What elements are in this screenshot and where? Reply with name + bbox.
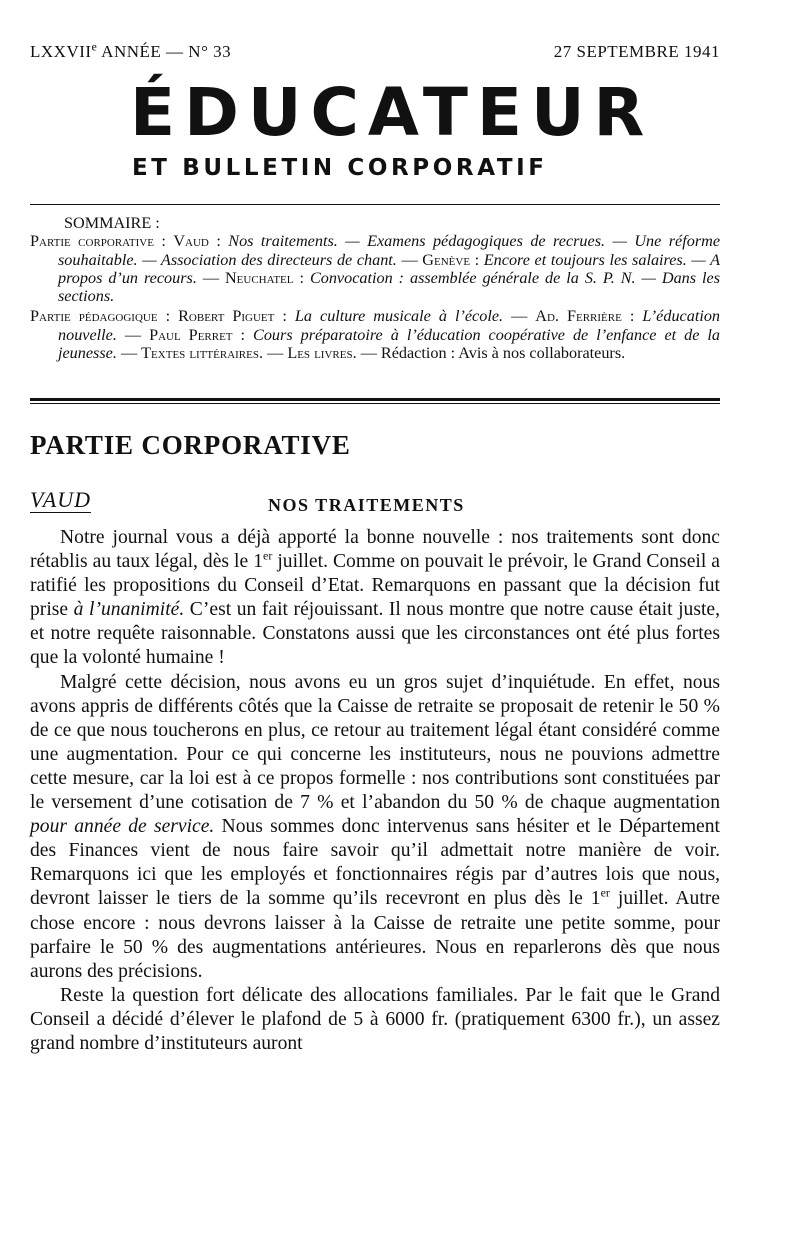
divider-thin <box>30 403 720 404</box>
paragraph: Notre journal vous a déjà apporté la bonne nouvelle : nos traitements sont donc rétablis au taux légal, dès le 1er juillet. Comme on pouvait le prévoir, le Grand Conseil a ratifié les propositions du Conseil d’Etat. Remarquons en passant que la décision fut prise à l’unanimité. C’est un fait réjouissant. Il nous montre que notre cause était juste, et notre requête raisonnable. Constatons aussi que les circonstances ont été plus fortes que la volonté humaine ! <box>30 527 720 669</box>
toc-entry-corporative: Partie corporative : Vaud : Nos traitements. — Examens pédagogiques de recrues. — Une réforme souhaitable. — Association des directeurs de chant. — Genève : Encore et toujours les salaires. — A propos d’un recours. — Neuchatel : Convocation : assemblée générale de la S. P. N. — Dans les sections. <box>30 232 721 306</box>
section-title: PARTIE CORPORATIVE <box>30 430 351 460</box>
paragraph: Reste la question fort délicate des allocations familiales. Par le fait que le Grand Conseil a décidé d’élever le plafond de 5 à 6000 fr. (pratiquement 6300 fr.), un assez grand nombre d’instituteurs auront <box>30 984 720 1054</box>
toc-entry-pedagogique: Partie pédagogique : Robert Piguet : La culture musicale à l’école. — Ad. Ferrière : L’éducation nouvelle. — Paul Perret : Cours préparatoire à l’éducation coopérative de l’enfance et de la jeunesse. — Textes littéraires. — Les livres. — Rédaction : Avis à nos collaborateurs. <box>30 307 721 363</box>
paragraph: Malgré cette décision, nous avons eu un gros sujet d’inquiétude. En effet, nous avons appris de différents côtés que la Caisse de retraite se proposait de retenir le 50 % de ce que nous toucherons en plus, ce retour au traitement légal étant considéré comme une augmentation. Pour ce qui concerne les instituteurs, nous ne pouvions admettre cette mesure, car la loi est à ce propos formelle : nos contributions sont constituées par le versement d’une cotisation de 7 % et l’abandon du 50 % de chaque augmentation pour année de service. Nous sommes donc intervenus sans hésiter et le Département des Finances vient de nous faire savoir qu’il admettait notre manière de voir. Remarquons ici que les employés et fonctionnaires régis par d’autres lois que nous, devront laisser le tiers de la somme qu’ils recevront en plus dès le 1er juillet. Autre chose encore : nous devrons laisser à la Caisse de retraite une petite somme, pour parfaire le 50 % des augmentations antérieures. Nous en reparlerons dès que nous aurons des précisions. <box>30 671 720 982</box>
article-title: NOS TRAITEMENTS <box>268 495 465 515</box>
journal-subtitle: ET BULLETIN CORPORATIF <box>132 155 548 181</box>
issue-number: LXXVIIe ANNÉE — N° 33 <box>30 39 232 61</box>
table-of-contents <box>30 214 720 362</box>
journal-title: ÉDUCATEUR <box>130 74 654 151</box>
region-heading: VAUD <box>30 487 92 512</box>
issue-date: 27 SEPTEMBRE 1941 <box>553 42 720 61</box>
divider-thick <box>30 398 720 401</box>
article-body <box>30 526 720 1056</box>
toc-label: SOMMAIRE : <box>64 214 160 232</box>
divider <box>30 204 720 205</box>
